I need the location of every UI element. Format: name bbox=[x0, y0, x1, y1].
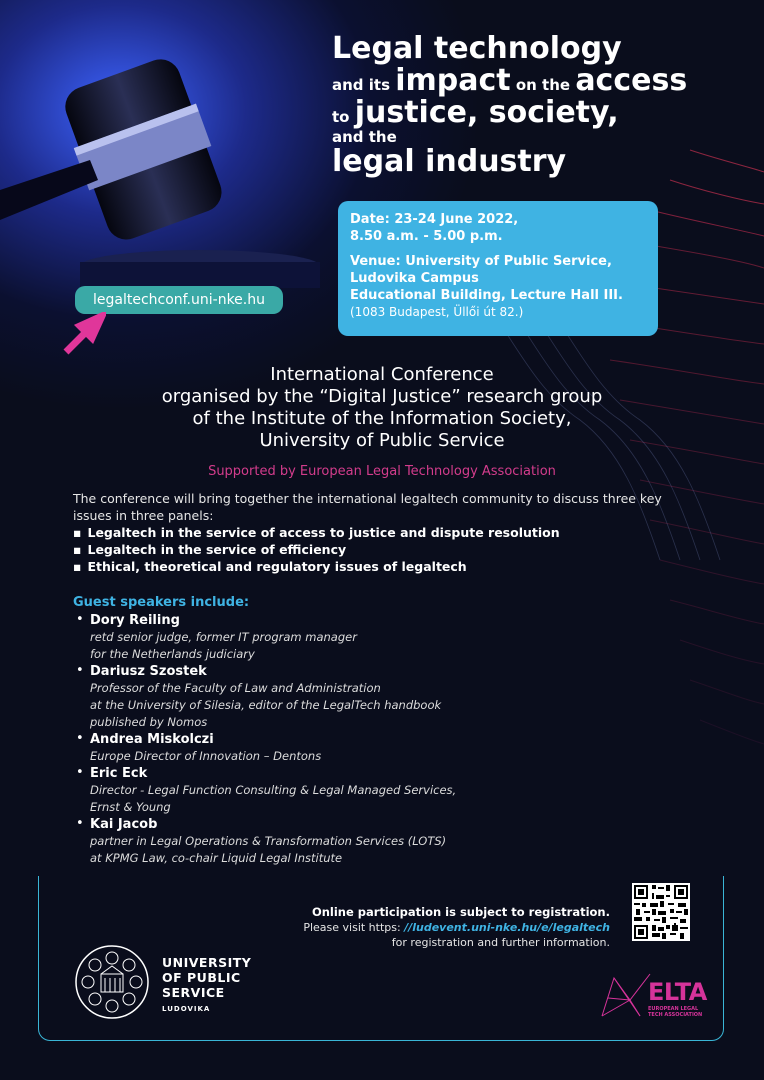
speaker-name: • Kai Jacob bbox=[90, 817, 158, 832]
university-subtitle: LUDOVIKA bbox=[162, 1005, 211, 1013]
speaker-list bbox=[73, 612, 633, 867]
registration-info bbox=[303, 905, 610, 950]
elta-name: ELTA bbox=[648, 978, 707, 1006]
speaker-item bbox=[73, 731, 633, 765]
university-name-line: UNIVERSITY bbox=[162, 955, 252, 970]
event-date: Date: 23-24 June 2022, bbox=[350, 212, 519, 227]
university-name bbox=[162, 955, 251, 1017]
university-name-line: SERVICE bbox=[162, 985, 225, 1000]
organiser-block bbox=[60, 364, 704, 452]
event-time: 8.50 a.m. - 5.00 p.m. bbox=[350, 229, 503, 244]
title-fragment: on the bbox=[510, 76, 576, 94]
panel-item: ▪ Legaltech in the service of access to justice and dispute resolution bbox=[73, 524, 713, 541]
venue-line-2: Ludovika Campus bbox=[350, 271, 479, 286]
registration-prefix: Please visit https: bbox=[303, 921, 405, 934]
organiser-line-3: of the Institute of the Information Society, bbox=[192, 408, 572, 429]
registration-line-1: Online participation is subject to registration. bbox=[311, 905, 610, 919]
title-line-1: Legal technology bbox=[332, 31, 622, 66]
qr-code-icon[interactable] bbox=[632, 883, 690, 941]
gavel-illustration bbox=[0, 30, 320, 290]
registration-link[interactable]: //ludevent.uni-nke.hu/e/legaltech bbox=[404, 921, 610, 934]
event-info-box bbox=[338, 201, 658, 336]
elta-logo-icon bbox=[600, 970, 652, 1020]
university-name-line: OF PUBLIC bbox=[162, 970, 241, 985]
organiser-line-4: University of Public Service bbox=[259, 430, 505, 451]
title-fragment: to bbox=[332, 108, 355, 126]
title-fragment: access bbox=[575, 63, 688, 98]
speaker-description: Europe Director of Innovation – Dentons bbox=[90, 749, 322, 763]
registration-line-3: for registration and further information. bbox=[391, 936, 610, 949]
speaker-item bbox=[73, 663, 633, 731]
speaker-description: retd senior judge, former IT program manager for the Netherlands judiciary bbox=[90, 630, 357, 661]
speaker-description: partner in Legal Operations & Transformation Services (LOTS) at KPMG Law, co-chair Liquid Legal Institute bbox=[90, 834, 447, 865]
title-fragment: and its bbox=[332, 76, 396, 94]
speaker-item bbox=[73, 612, 633, 663]
title-fragment: impact bbox=[395, 63, 511, 98]
venue-line-1: Venue: University of Public Service, bbox=[350, 254, 612, 269]
title-fragment: justice, society, bbox=[354, 95, 619, 130]
university-crest-icon bbox=[74, 944, 150, 1020]
title-fragment: and the bbox=[332, 128, 397, 146]
title-fragment: legal industry bbox=[332, 144, 567, 179]
elta-subtitle: EUROPEAN LEGAL TECH ASSOCIATION bbox=[648, 1006, 703, 1018]
panel-item: ▪ Legaltech in the service of efficiency bbox=[73, 541, 713, 558]
speaker-description: Director - Legal Function Consulting & Legal Managed Services, Ernst & Young bbox=[90, 783, 457, 814]
guest-speakers-heading: Guest speakers include: bbox=[73, 595, 250, 610]
intro-text: The conference will bring together the international legaltech community to discuss three key issues in three panels: bbox=[73, 491, 662, 523]
speaker-item bbox=[73, 765, 633, 816]
speaker-name: • Andrea Miskolczi bbox=[90, 732, 214, 747]
organiser-line-1: International Conference bbox=[270, 364, 494, 385]
event-title bbox=[332, 31, 752, 179]
speaker-name: • Dariusz Szostek bbox=[90, 664, 207, 679]
speaker-description: Professor of the Faculty of Law and Administration at the University of Silesia, editor of the LegalTech handbook published by Nomos bbox=[90, 681, 442, 729]
venue-address: (1083 Budapest, Üllői út 82.) bbox=[350, 305, 524, 319]
speaker-item bbox=[73, 816, 633, 867]
supported-by: Supported by European Legal Technology Association bbox=[208, 464, 556, 479]
pointer-arrow-icon bbox=[62, 312, 106, 356]
panel-item: ▪ Ethical, theoretical and regulatory issues of legaltech bbox=[73, 558, 713, 575]
panel-list bbox=[73, 524, 713, 575]
website-link[interactable]: legaltechconf.uni-nke.hu bbox=[75, 286, 283, 314]
speaker-name: • Dory Reiling bbox=[90, 613, 180, 628]
organiser-line-2: organised by the “Digital Justice” research group bbox=[161, 386, 603, 407]
venue-line-3: Educational Building, Lecture Hall III. bbox=[350, 288, 623, 303]
speaker-name: • Eric Eck bbox=[90, 766, 148, 781]
